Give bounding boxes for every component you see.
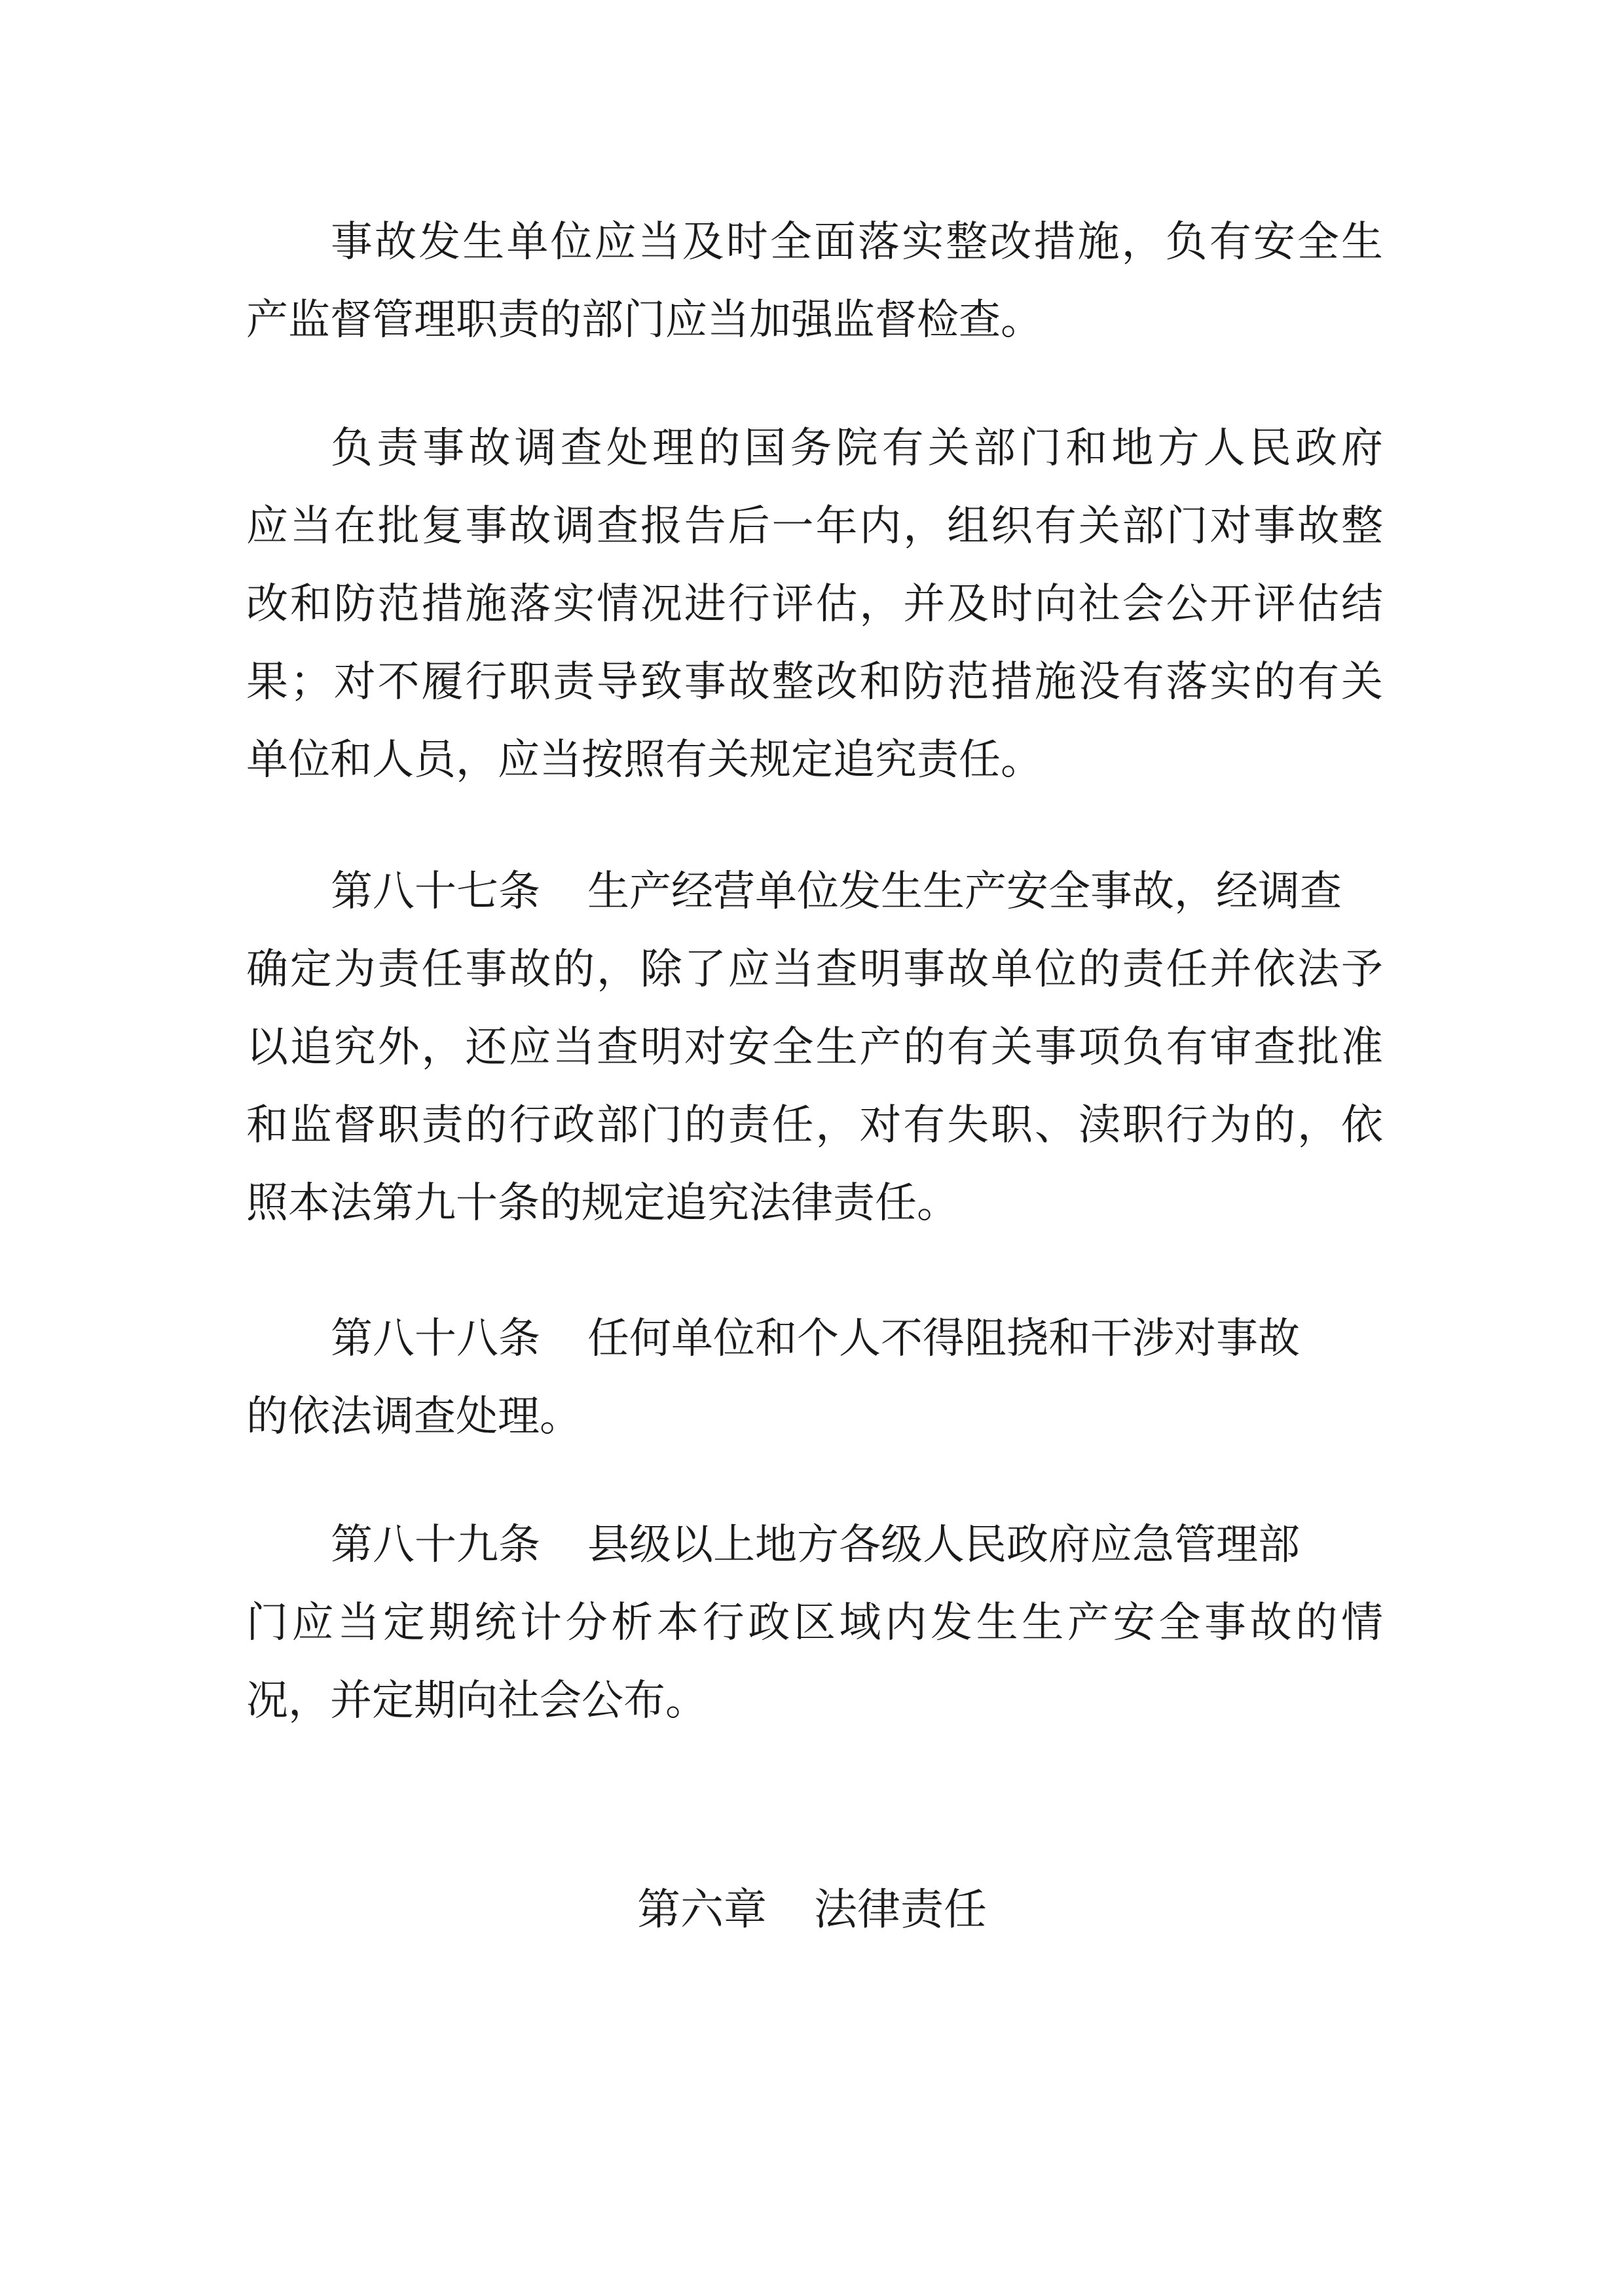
paragraph-2-line-3: 改和防范措施落实情况进行评估，并及时向社会公开评估结 — [246, 580, 1383, 629]
article-89-line-1 — [331, 1516, 1383, 1575]
paragraph-1-line-2: 产监督管理职责的部门应当加强监督检查。 — [246, 296, 1043, 344]
article-88-text-start: 任何单位和个人不得阻挠和干涉对事故 — [587, 1315, 1300, 1363]
article-87-line-4: 和监督职责的行政部门的责任，对有失职、渎职行为的，依 — [246, 1101, 1383, 1150]
article-89-text-start: 县级以上地方各级人民政府应急管理部 — [587, 1521, 1300, 1569]
article-89-line-2: 门应当定期统计分析本行政区域内发生生产安全事故的情 — [246, 1599, 1383, 1647]
article-87-line-2: 确定为责任事故的，除了应当查明事故单位的责任并依法予 — [246, 945, 1383, 994]
chapter-title: 法律责任 — [814, 1884, 987, 1935]
article-88-line-2: 的依法调查处理。 — [246, 1393, 581, 1441]
chapter-heading — [0, 1880, 1624, 1939]
chapter-number: 第六章 — [637, 1884, 767, 1935]
paragraph-2-line-5: 单位和人员，应当按照有关规定追究责任。 — [246, 736, 1043, 784]
article-87-line-1 — [331, 862, 1383, 921]
article-89-line-3: 况，并定期向社会公布。 — [246, 1677, 707, 1725]
article-87-line-3: 以追究外，还应当查明对安全生产的有关事项负有审查批准 — [246, 1023, 1383, 1072]
paragraph-2-line-2: 应当在批复事故调查报告后一年内，组织有关部门对事故整 — [246, 502, 1383, 551]
paragraph-1-line-1: 事故发生单位应当及时全面落实整改措施，负有安全生 — [331, 218, 1383, 266]
article-87-line-5: 照本法第九十条的规定追究法律责任。 — [246, 1179, 959, 1228]
article-87-text-start: 生产经营单位发生生产安全事故，经调查 — [587, 867, 1342, 916]
paragraph-2-line-1: 负责事故调查处理的国务院有关部门和地方人民政府 — [331, 424, 1383, 473]
article-88-line-1 — [331, 1309, 1383, 1368]
article-88-number: 第八十八条 — [331, 1315, 540, 1363]
paragraph-2-line-4: 果；对不履行职责导致事故整改和防范措施没有落实的有关 — [246, 658, 1383, 706]
article-89-number: 第八十九条 — [331, 1521, 540, 1569]
article-87-number: 第八十七条 — [331, 867, 540, 916]
